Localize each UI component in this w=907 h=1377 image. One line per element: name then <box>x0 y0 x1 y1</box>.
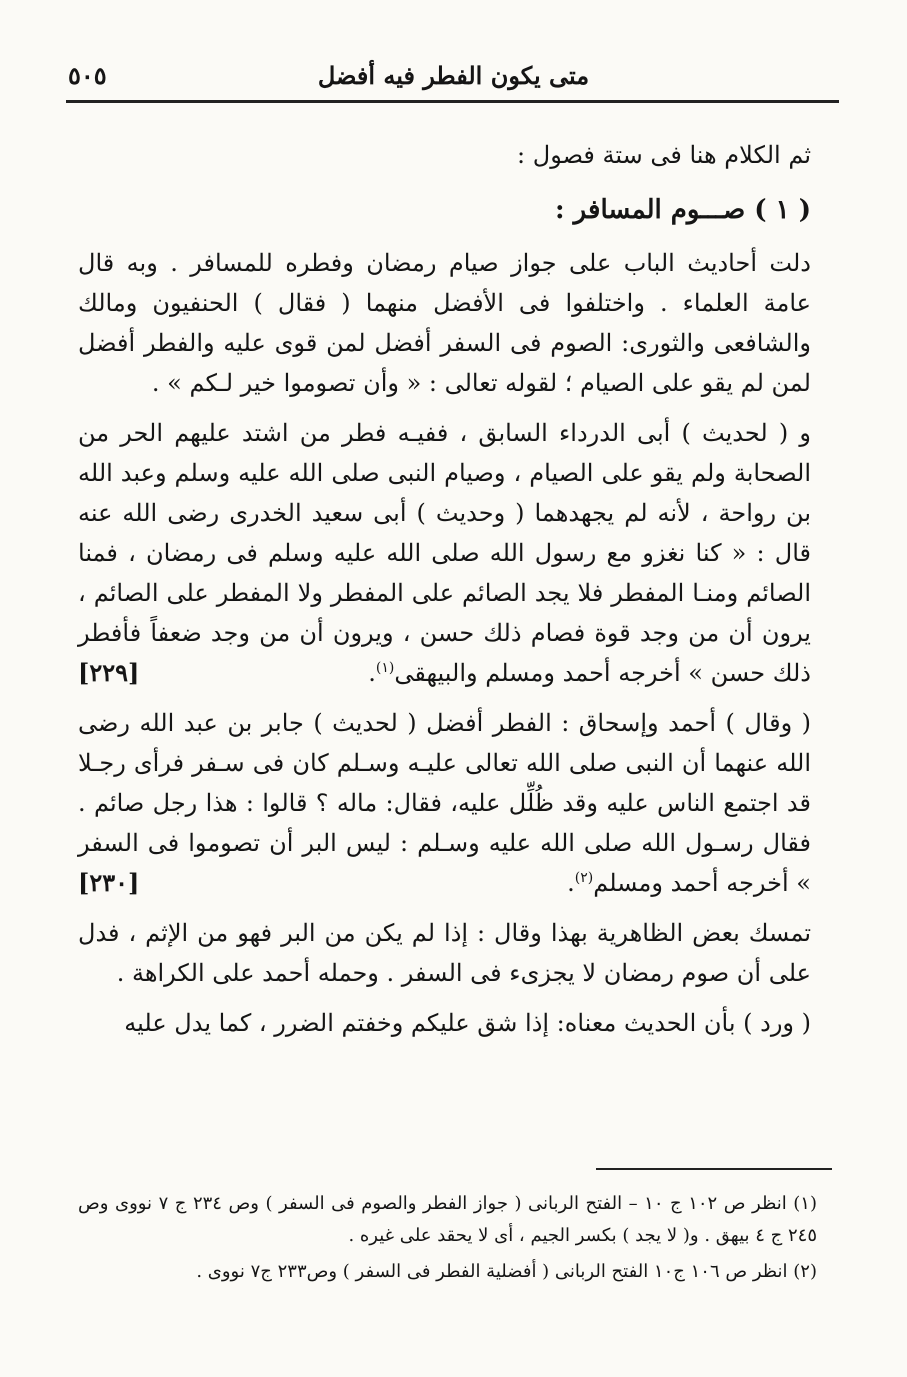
footnote-rule <box>596 1168 832 1170</box>
paragraph: ( ورد ) بأن الحديث معناه: إذا شق عليكم وخفتم الضرر ، كما يدل عليه <box>124 1009 811 1037</box>
main-text <box>78 135 811 1053</box>
page-number: ٥٠٥ <box>68 61 107 90</box>
hadith-number: [٢٣٠] <box>78 868 140 897</box>
header-rule <box>66 100 839 103</box>
paragraph: تمسك بعض الظاهرية بهذا وقال : إذا لم يكن من البر فهو من الإثم ، فدل على أن صوم رمضان لا يجزىء فى السفر . وحمله أحمد على الكراهة . <box>78 919 811 987</box>
footnotes <box>78 1188 817 1292</box>
paragraph: ( وقال ) أحمد وإسحاق : الفطر أفضل ( لحديث ) جابر بن عبد الله رضى الله عنهما أن النبى صلى الله تعالى عليـه وسـلم كان فى سـفر فرأى رجـلا قد اجتمع الناس عليه وقد ظُلِّل عليه، فقال: ماله ؟ قالوا : هذا رجل صائم . فقال رسـول الله صلى الله عليه وسـلم : ليس البر أن تصوموا فى السفر » أخرجه أحمد ومسلم$^{(٢)}$. [٢٣٠] <box>78 703 811 903</box>
footnote: (٢) انظر ص ١٠٦ ج١٠ الفتح الربانى ( أفضلية الفطر فى السفر ) وص٢٣٣ ج٧ نووى . <box>196 1261 817 1282</box>
footnote: (١) انظر ص ١٠٢ ج ١٠ – الفتح الربانى ( جواز الفطر والصوم فى السفر ) وص ٢٣٤ ج ٧ نووى وص ٢٤٥ ج ٤ بيهق . و( لا يجد ) بكسر الجيم ، أى لا يحقد على غيره . <box>78 1193 817 1246</box>
running-title: متى يكون الفطر فيه أفضل <box>317 61 590 90</box>
footnote-marker: (٢) <box>574 870 594 886</box>
footnote-marker: (١) <box>375 660 395 676</box>
paragraph-text: و ( لحديث ) أبى الدرداء السابق ، ففيـه فطر من اشتد عليهم الحر من الصحابة ولم يقو على الصيام ، وصيام النبى صلى الله عليه وسلم وعبد الله بن رواحة ، لأنه لم يجهدهما ( وحديث ) أبى سعيد الخدرى رضى الله عنه قال : « كنا نغزو مع رسول الله صلى الله عليه وسلم فى رمضان ، فمنا الصائم ومنـا المفطر فلا يجد الصائم على المفطر ولا المفطر على الصائم ، يرون أن من وجد قوة فصام ذلك حسن ، ويرون أن من وجد ضعفاً فأفطر ذلك حسن » أخرجه أحمد ومسلم والبيهقى <box>78 419 811 687</box>
paragraph: و ( لحديث ) أبى الدرداء السابق ، ففيـه فطر من اشتد عليهم الحر من الصحابة ولم يقو على الصيام ، وصيام النبى صلى الله عليه وسلم وعبد الله بن رواحة ، لأنه لم يجهدهما ( وحديث ) أبى سعيد الخدرى رضى الله عنه قال : « كنا نغزو مع رسول الله صلى الله عليه وسلم فى رمضان ، فمنا الصائم ومنـا المفطر فلا يجد الصائم على المفطر ولا المفطر على الصائم ، يرون أن من وجد قوة فصام ذلك حسن ، ويرون أن من وجد ضعفاً فأفطر ذلك حسن » أخرجه أحمد ومسلم والبيهقى$^{(١)}$. [٢٢٩] <box>78 413 811 693</box>
intro-line: ثم الكلام هنا فى ستة فصول : <box>517 141 811 169</box>
hadith-number: [٢٢٩] <box>78 658 140 687</box>
paragraph: دلت أحاديث الباب على جواز صيام رمضان وفطره للمسافر . وبه قال عامة العلماء . واختلفوا فى الأفضل منهما ( فقال ) الحنفيون ومالك والشافعى والثورى: الصوم فى السفر أفضل لمن قوى عليه والفطر أفضل لمن لم يقو على الصيام ؛ لقوله تعالى : « وأن تصوموا خير لـكم » . <box>78 249 811 397</box>
page-header <box>68 58 839 94</box>
section-heading: ( ١ ) صـــوم المسافر : <box>555 195 811 225</box>
paragraph-text: ( وقال ) أحمد وإسحاق : الفطر أفضل ( لحديث ) جابر بن عبد الله رضى الله عنهما أن النبى صلى الله تعالى عليـه وسـلم كان فى سـفر فرأى رجـلا قد اجتمع الناس عليه وقد ظُلِّل عليه، فقال: ماله ؟ قالوا : هذا رجل صائم . فقال رسـول الله صلى الله عليه وسـلم : ليس البر أن تصوموا فى السفر » أخرجه أحمد ومسلم <box>78 709 811 897</box>
